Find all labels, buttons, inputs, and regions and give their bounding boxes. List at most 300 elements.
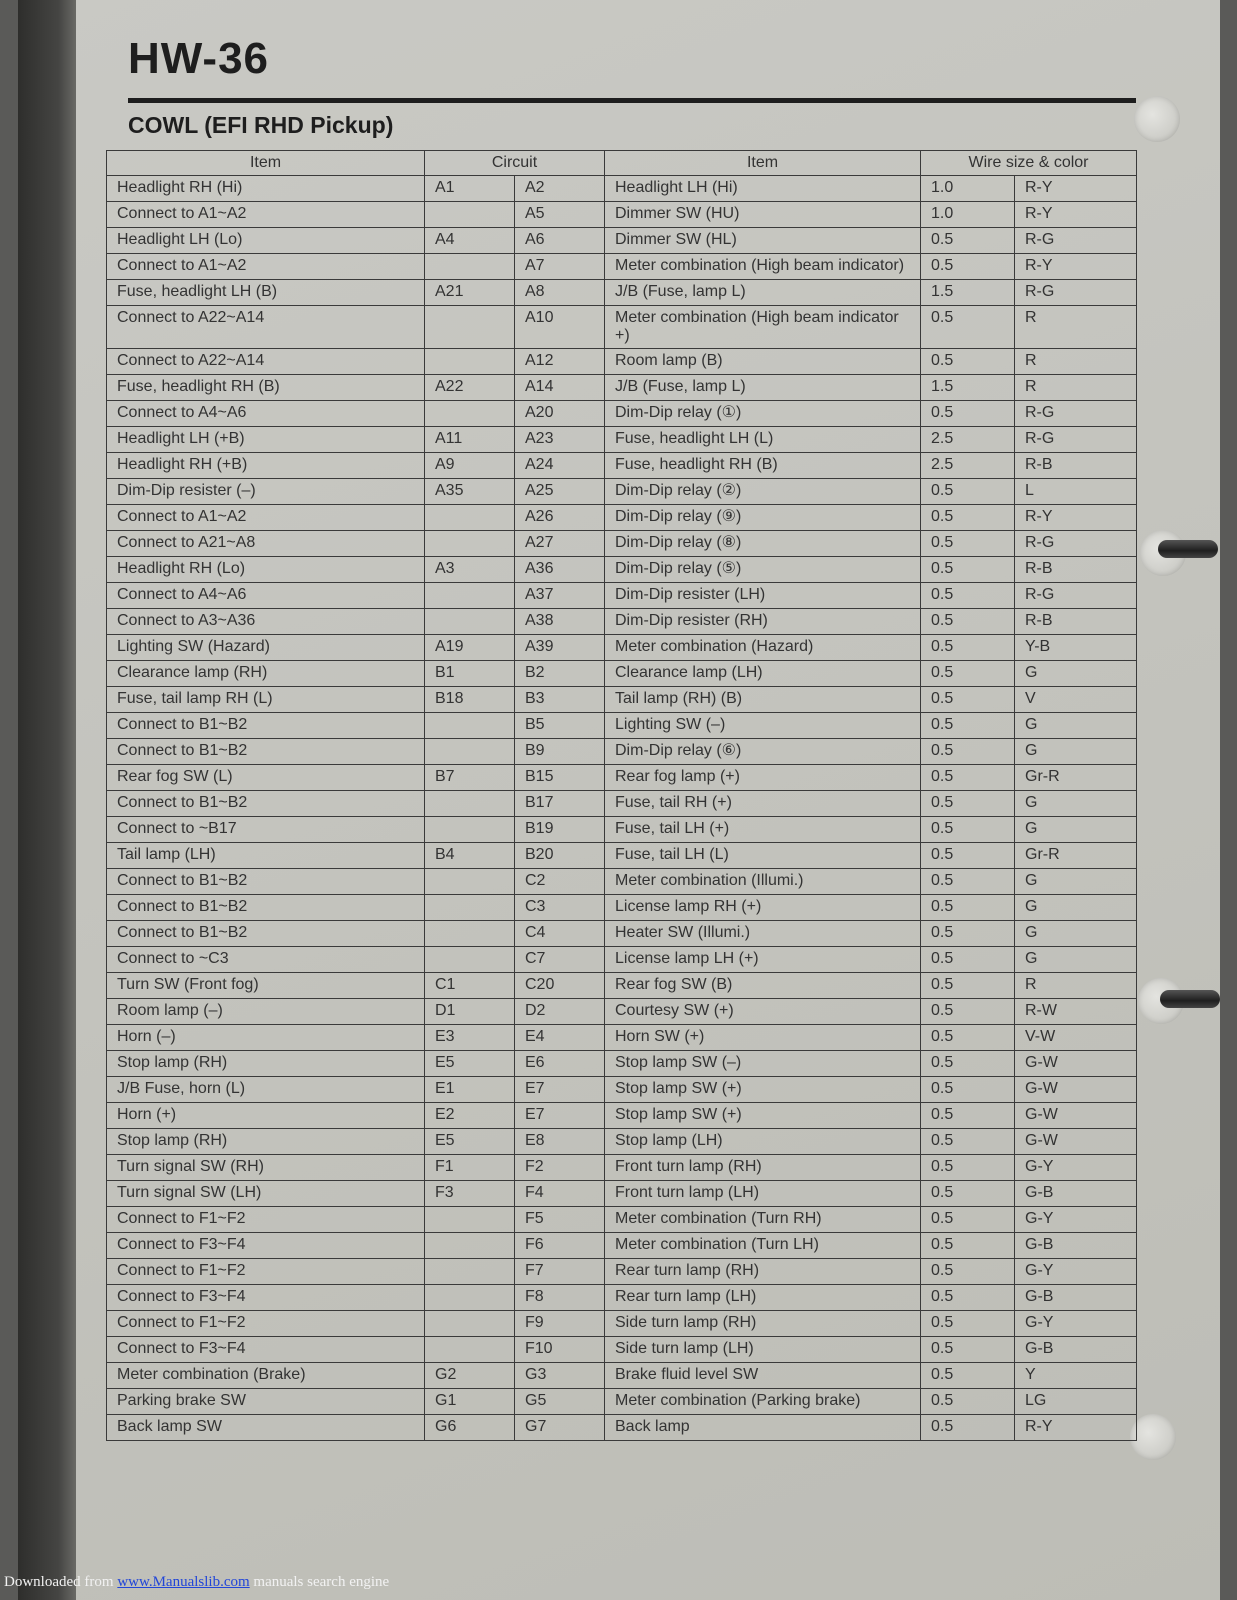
cell-item: Headlight RH (+B) bbox=[107, 453, 425, 479]
table-header-row bbox=[107, 151, 1137, 176]
cell-wire-color: R bbox=[1015, 973, 1137, 999]
cell-wire-size: 1.5 bbox=[921, 280, 1015, 306]
cell-circuit-from bbox=[425, 947, 515, 973]
cell-wire-color: R-Y bbox=[1015, 505, 1137, 531]
cell-wire-color: L bbox=[1015, 479, 1137, 505]
cell-wire-size: 0.5 bbox=[921, 254, 1015, 280]
cell-wire-size: 0.5 bbox=[921, 1181, 1015, 1207]
cell-item: Connect to F1~F2 bbox=[107, 1259, 425, 1285]
cell-dest-item: Stop lamp SW (+) bbox=[605, 1103, 921, 1129]
cell-wire-color: R bbox=[1015, 375, 1137, 401]
cell-item: Fuse, tail lamp RH (L) bbox=[107, 687, 425, 713]
cell-wire-size: 0.5 bbox=[921, 817, 1015, 843]
cell-circuit-from bbox=[425, 401, 515, 427]
cell-wire-size: 0.5 bbox=[921, 765, 1015, 791]
cell-circuit-to: C3 bbox=[515, 895, 605, 921]
cell-wire-color: R-Y bbox=[1015, 176, 1137, 202]
cell-circuit-to: E6 bbox=[515, 1051, 605, 1077]
cell-circuit-from bbox=[425, 1207, 515, 1233]
cell-dest-item: Front turn lamp (RH) bbox=[605, 1155, 921, 1181]
cell-item: Clearance lamp (RH) bbox=[107, 661, 425, 687]
cell-circuit-to: F10 bbox=[515, 1337, 605, 1363]
table-row bbox=[107, 479, 1137, 505]
cell-dest-item: Tail lamp (RH) (B) bbox=[605, 687, 921, 713]
cell-dest-item: Rear turn lamp (LH) bbox=[605, 1285, 921, 1311]
cell-circuit-from bbox=[425, 921, 515, 947]
cell-circuit-from: C1 bbox=[425, 973, 515, 999]
cell-wire-size: 0.5 bbox=[921, 1389, 1015, 1415]
cell-dest-item: Meter combination (High beam indicator +) bbox=[605, 306, 921, 349]
cell-circuit-to: E7 bbox=[515, 1103, 605, 1129]
cell-item: Back lamp SW bbox=[107, 1415, 425, 1441]
cell-circuit-to: C20 bbox=[515, 973, 605, 999]
cell-circuit-to: A37 bbox=[515, 583, 605, 609]
cell-item: Connect to B1~B2 bbox=[107, 869, 425, 895]
table-row bbox=[107, 1337, 1137, 1363]
cell-circuit-from bbox=[425, 1233, 515, 1259]
cell-circuit-from: G2 bbox=[425, 1363, 515, 1389]
cell-wire-color: R-G bbox=[1015, 401, 1137, 427]
page-binding-edge bbox=[18, 0, 76, 1600]
cell-wire-color: R-G bbox=[1015, 280, 1137, 306]
table-row bbox=[107, 401, 1137, 427]
cell-wire-size: 0.5 bbox=[921, 713, 1015, 739]
cell-circuit-from: A9 bbox=[425, 453, 515, 479]
cell-wire-size: 0.5 bbox=[921, 1051, 1015, 1077]
cell-item: Connect to F3~F4 bbox=[107, 1233, 425, 1259]
cell-circuit-to: E7 bbox=[515, 1077, 605, 1103]
table-row bbox=[107, 973, 1137, 999]
cell-item: Fuse, headlight LH (B) bbox=[107, 280, 425, 306]
cell-dest-item: Lighting SW (–) bbox=[605, 713, 921, 739]
cell-wire-color: R bbox=[1015, 306, 1137, 349]
cell-circuit-from bbox=[425, 583, 515, 609]
cell-circuit-to: A26 bbox=[515, 505, 605, 531]
cell-wire-size: 0.5 bbox=[921, 1129, 1015, 1155]
cell-wire-size: 0.5 bbox=[921, 973, 1015, 999]
table-row bbox=[107, 609, 1137, 635]
cell-circuit-to: G7 bbox=[515, 1415, 605, 1441]
cell-wire-color: R-Y bbox=[1015, 202, 1137, 228]
cell-circuit-to: G5 bbox=[515, 1389, 605, 1415]
cell-item: Connect to ~C3 bbox=[107, 947, 425, 973]
cell-circuit-to: G3 bbox=[515, 1363, 605, 1389]
cell-circuit-to: C4 bbox=[515, 921, 605, 947]
cell-wire-color: G-Y bbox=[1015, 1311, 1137, 1337]
cell-wire-size: 2.5 bbox=[921, 427, 1015, 453]
cell-wire-color: G bbox=[1015, 739, 1137, 765]
cell-wire-size: 0.5 bbox=[921, 1415, 1015, 1441]
cell-wire-size: 0.5 bbox=[921, 895, 1015, 921]
cell-circuit-from: G6 bbox=[425, 1415, 515, 1441]
cell-circuit-from: A19 bbox=[425, 635, 515, 661]
cell-circuit-from bbox=[425, 1285, 515, 1311]
cell-item: Stop lamp (RH) bbox=[107, 1129, 425, 1155]
table-row bbox=[107, 1389, 1137, 1415]
cell-circuit-from bbox=[425, 791, 515, 817]
table-row bbox=[107, 1233, 1137, 1259]
cell-dest-item: Front turn lamp (LH) bbox=[605, 1181, 921, 1207]
cell-circuit-to: A39 bbox=[515, 635, 605, 661]
cell-wire-color: G bbox=[1015, 921, 1137, 947]
cell-dest-item: Fuse, tail LH (L) bbox=[605, 843, 921, 869]
cell-wire-color: V bbox=[1015, 687, 1137, 713]
cell-dest-item: Dim-Dip resister (RH) bbox=[605, 609, 921, 635]
cell-circuit-to: B15 bbox=[515, 765, 605, 791]
cell-wire-size: 0.5 bbox=[921, 1285, 1015, 1311]
table-row bbox=[107, 1363, 1137, 1389]
cell-wire-color: R-B bbox=[1015, 453, 1137, 479]
cell-wire-color: G-B bbox=[1015, 1285, 1137, 1311]
cell-dest-item: Dim-Dip relay (⑧) bbox=[605, 531, 921, 557]
cell-wire-color: G-Y bbox=[1015, 1259, 1137, 1285]
cell-wire-size: 1.0 bbox=[921, 176, 1015, 202]
cell-item: Connect to ~B17 bbox=[107, 817, 425, 843]
table-row bbox=[107, 202, 1137, 228]
cell-circuit-from: A21 bbox=[425, 280, 515, 306]
cell-circuit-to: A14 bbox=[515, 375, 605, 401]
cell-wire-color: R-G bbox=[1015, 583, 1137, 609]
cell-circuit-from: B7 bbox=[425, 765, 515, 791]
cell-item: Dim-Dip resister (–) bbox=[107, 479, 425, 505]
cell-wire-size: 1.5 bbox=[921, 375, 1015, 401]
cell-dest-item: Room lamp (B) bbox=[605, 349, 921, 375]
cell-wire-color: G-B bbox=[1015, 1181, 1137, 1207]
wiring-table bbox=[106, 150, 1137, 1441]
cell-item: Connect to A22~A14 bbox=[107, 349, 425, 375]
cell-wire-color: R-G bbox=[1015, 228, 1137, 254]
cell-circuit-to: F6 bbox=[515, 1233, 605, 1259]
cell-circuit-from: F3 bbox=[425, 1181, 515, 1207]
cell-dest-item: Dim-Dip relay (⑥) bbox=[605, 739, 921, 765]
cell-dest-item: Courtesy SW (+) bbox=[605, 999, 921, 1025]
cell-item: Lighting SW (Hazard) bbox=[107, 635, 425, 661]
cell-item: Horn (+) bbox=[107, 1103, 425, 1129]
cell-circuit-to: D2 bbox=[515, 999, 605, 1025]
cell-circuit-to: C7 bbox=[515, 947, 605, 973]
cell-dest-item: Rear fog lamp (+) bbox=[605, 765, 921, 791]
cell-dest-item: Clearance lamp (LH) bbox=[605, 661, 921, 687]
table-row bbox=[107, 661, 1137, 687]
cell-circuit-to: F9 bbox=[515, 1311, 605, 1337]
table-row bbox=[107, 427, 1137, 453]
cell-dest-item: Side turn lamp (LH) bbox=[605, 1337, 921, 1363]
cell-wire-color: G-W bbox=[1015, 1051, 1137, 1077]
cell-circuit-to: A12 bbox=[515, 349, 605, 375]
cell-dest-item: Back lamp bbox=[605, 1415, 921, 1441]
table-row bbox=[107, 817, 1137, 843]
cell-dest-item: Side turn lamp (RH) bbox=[605, 1311, 921, 1337]
table-row bbox=[107, 1311, 1137, 1337]
cell-circuit-to: A6 bbox=[515, 228, 605, 254]
cell-item: J/B Fuse, horn (L) bbox=[107, 1077, 425, 1103]
cell-wire-color: G-W bbox=[1015, 1103, 1137, 1129]
cell-item: Connect to A4~A6 bbox=[107, 401, 425, 427]
cell-item: Fuse, headlight RH (B) bbox=[107, 375, 425, 401]
cell-item: Meter combination (Brake) bbox=[107, 1363, 425, 1389]
cell-dest-item: Meter combination (High beam indicator) bbox=[605, 254, 921, 280]
cell-wire-color: R-W bbox=[1015, 999, 1137, 1025]
cell-circuit-to: F2 bbox=[515, 1155, 605, 1181]
table-row bbox=[107, 505, 1137, 531]
cell-item: Headlight RH (Lo) bbox=[107, 557, 425, 583]
cell-wire-size: 0.5 bbox=[921, 1103, 1015, 1129]
cell-dest-item: Horn SW (+) bbox=[605, 1025, 921, 1051]
cell-circuit-from bbox=[425, 739, 515, 765]
cell-item: Connect to F1~F2 bbox=[107, 1207, 425, 1233]
page-id: HW-36 bbox=[128, 34, 270, 83]
cell-wire-size: 0.5 bbox=[921, 609, 1015, 635]
table-row bbox=[107, 1259, 1137, 1285]
cell-circuit-to: B5 bbox=[515, 713, 605, 739]
cell-wire-size: 0.5 bbox=[921, 661, 1015, 687]
cell-circuit-from: A3 bbox=[425, 557, 515, 583]
table-row bbox=[107, 713, 1137, 739]
header-circuit: Circuit bbox=[425, 151, 605, 176]
cell-wire-size: 0.5 bbox=[921, 687, 1015, 713]
table-row bbox=[107, 254, 1137, 280]
cell-wire-size: 0.5 bbox=[921, 791, 1015, 817]
table-row bbox=[107, 687, 1137, 713]
cell-wire-size: 0.5 bbox=[921, 349, 1015, 375]
cell-item: Connect to A22~A14 bbox=[107, 306, 425, 349]
section-title: COWL (EFI RHD Pickup) bbox=[128, 112, 394, 138]
cell-dest-item: Fuse, headlight RH (B) bbox=[605, 453, 921, 479]
table-row bbox=[107, 1077, 1137, 1103]
table-row bbox=[107, 1051, 1137, 1077]
cell-wire-color: Gr-R bbox=[1015, 765, 1137, 791]
table-row bbox=[107, 375, 1137, 401]
cell-circuit-to: B2 bbox=[515, 661, 605, 687]
cell-circuit-to: F5 bbox=[515, 1207, 605, 1233]
cell-circuit-from: F1 bbox=[425, 1155, 515, 1181]
table-row bbox=[107, 739, 1137, 765]
cell-wire-size: 0.5 bbox=[921, 583, 1015, 609]
cell-wire-size: 0.5 bbox=[921, 1025, 1015, 1051]
cell-wire-size: 0.5 bbox=[921, 999, 1015, 1025]
cell-wire-color: G bbox=[1015, 817, 1137, 843]
cell-circuit-to: E4 bbox=[515, 1025, 605, 1051]
cell-item: Turn SW (Front fog) bbox=[107, 973, 425, 999]
cell-wire-color: G-B bbox=[1015, 1233, 1137, 1259]
cell-item: Connect to B1~B2 bbox=[107, 739, 425, 765]
cell-circuit-from bbox=[425, 202, 515, 228]
table-row bbox=[107, 280, 1137, 306]
cell-item: Connect to A4~A6 bbox=[107, 583, 425, 609]
table-row bbox=[107, 1207, 1137, 1233]
cell-wire-size: 0.5 bbox=[921, 739, 1015, 765]
cell-circuit-from: A11 bbox=[425, 427, 515, 453]
cell-dest-item: Heater SW (Illumi.) bbox=[605, 921, 921, 947]
cell-circuit-to: B3 bbox=[515, 687, 605, 713]
cell-circuit-from: E1 bbox=[425, 1077, 515, 1103]
cell-wire-color: G bbox=[1015, 869, 1137, 895]
cell-wire-color: Y bbox=[1015, 1363, 1137, 1389]
cell-wire-color: Y-B bbox=[1015, 635, 1137, 661]
cell-dest-item: Dimmer SW (HU) bbox=[605, 202, 921, 228]
cell-circuit-to: A38 bbox=[515, 609, 605, 635]
cell-dest-item: Dim-Dip relay (⑤) bbox=[605, 557, 921, 583]
cell-wire-size: 0.5 bbox=[921, 635, 1015, 661]
title-rule bbox=[128, 98, 1136, 103]
cell-dest-item: Fuse, headlight LH (L) bbox=[605, 427, 921, 453]
cell-circuit-to: A24 bbox=[515, 453, 605, 479]
cell-wire-color: G bbox=[1015, 661, 1137, 687]
cell-wire-color: R-G bbox=[1015, 427, 1137, 453]
cell-wire-size: 1.0 bbox=[921, 202, 1015, 228]
cell-wire-color: R-B bbox=[1015, 609, 1137, 635]
cell-circuit-to: A8 bbox=[515, 280, 605, 306]
cell-item: Turn signal SW (RH) bbox=[107, 1155, 425, 1181]
cell-circuit-to: A7 bbox=[515, 254, 605, 280]
cell-wire-color: R-G bbox=[1015, 531, 1137, 557]
binder-ring bbox=[1158, 540, 1218, 558]
table-row bbox=[107, 557, 1137, 583]
cell-dest-item: J/B (Fuse, lamp L) bbox=[605, 280, 921, 306]
cell-circuit-from: A35 bbox=[425, 479, 515, 505]
cell-item: Connect to A1~A2 bbox=[107, 202, 425, 228]
cell-circuit-from: E2 bbox=[425, 1103, 515, 1129]
cell-item: Horn (–) bbox=[107, 1025, 425, 1051]
cell-wire-color: G-Y bbox=[1015, 1207, 1137, 1233]
cell-item: Connect to A3~A36 bbox=[107, 609, 425, 635]
cell-circuit-to: E8 bbox=[515, 1129, 605, 1155]
cell-wire-color: G-W bbox=[1015, 1077, 1137, 1103]
table-row bbox=[107, 349, 1137, 375]
cell-item: Headlight LH (+B) bbox=[107, 427, 425, 453]
cell-wire-size: 0.5 bbox=[921, 869, 1015, 895]
cell-item: Rear fog SW (L) bbox=[107, 765, 425, 791]
cell-wire-size: 0.5 bbox=[921, 1363, 1015, 1389]
cell-wire-color: V-W bbox=[1015, 1025, 1137, 1051]
table-row bbox=[107, 1025, 1137, 1051]
table-row bbox=[107, 999, 1137, 1025]
cell-circuit-to: B20 bbox=[515, 843, 605, 869]
cell-circuit-from: E5 bbox=[425, 1051, 515, 1077]
cell-circuit-to: A20 bbox=[515, 401, 605, 427]
cell-circuit-to: A23 bbox=[515, 427, 605, 453]
cell-circuit-from bbox=[425, 505, 515, 531]
cell-item: Connect to F3~F4 bbox=[107, 1337, 425, 1363]
cell-circuit-from bbox=[425, 609, 515, 635]
cell-wire-size: 0.5 bbox=[921, 1233, 1015, 1259]
cell-item: Headlight RH (Hi) bbox=[107, 176, 425, 202]
cell-circuit-from: A22 bbox=[425, 375, 515, 401]
cell-dest-item: Dim-Dip resister (LH) bbox=[605, 583, 921, 609]
cell-dest-item: Meter combination (Turn LH) bbox=[605, 1233, 921, 1259]
cell-circuit-from bbox=[425, 895, 515, 921]
cell-wire-size: 0.5 bbox=[921, 1155, 1015, 1181]
cell-circuit-from bbox=[425, 817, 515, 843]
cell-dest-item: Headlight LH (Hi) bbox=[605, 176, 921, 202]
cell-circuit-from: E3 bbox=[425, 1025, 515, 1051]
cell-item: Parking brake SW bbox=[107, 1389, 425, 1415]
cell-wire-size: 0.5 bbox=[921, 306, 1015, 349]
table-row bbox=[107, 635, 1137, 661]
cell-wire-size: 0.5 bbox=[921, 1077, 1015, 1103]
footer-prefix: Downloaded from bbox=[4, 1574, 114, 1590]
cell-wire-size: 2.5 bbox=[921, 453, 1015, 479]
cell-circuit-from: B1 bbox=[425, 661, 515, 687]
cell-wire-size: 0.5 bbox=[921, 228, 1015, 254]
cell-dest-item: Dimmer SW (HL) bbox=[605, 228, 921, 254]
cell-circuit-from bbox=[425, 254, 515, 280]
cell-circuit-from bbox=[425, 1337, 515, 1363]
cell-wire-size: 0.5 bbox=[921, 1337, 1015, 1363]
table-row bbox=[107, 1129, 1137, 1155]
header-item: Item bbox=[107, 151, 425, 176]
cell-item: Connect to A21~A8 bbox=[107, 531, 425, 557]
cell-wire-color: R-B bbox=[1015, 557, 1137, 583]
cell-circuit-from: B4 bbox=[425, 843, 515, 869]
cell-circuit-from: B18 bbox=[425, 687, 515, 713]
binder-ring bbox=[1160, 990, 1220, 1008]
cell-dest-item: Meter combination (Parking brake) bbox=[605, 1389, 921, 1415]
cell-wire-size: 0.5 bbox=[921, 1311, 1015, 1337]
cell-circuit-from bbox=[425, 1311, 515, 1337]
cell-dest-item: Meter combination (Turn RH) bbox=[605, 1207, 921, 1233]
cell-circuit-to: A25 bbox=[515, 479, 605, 505]
cell-wire-size: 0.5 bbox=[921, 843, 1015, 869]
cell-circuit-to: C2 bbox=[515, 869, 605, 895]
cell-item: Headlight LH (Lo) bbox=[107, 228, 425, 254]
cell-dest-item: License lamp RH (+) bbox=[605, 895, 921, 921]
cell-wire-color: R-Y bbox=[1015, 1415, 1137, 1441]
cell-item: Connect to B1~B2 bbox=[107, 791, 425, 817]
cell-dest-item: Stop lamp SW (+) bbox=[605, 1077, 921, 1103]
cell-item: Connect to B1~B2 bbox=[107, 713, 425, 739]
cell-wire-size: 0.5 bbox=[921, 401, 1015, 427]
cell-dest-item: Brake fluid level SW bbox=[605, 1363, 921, 1389]
cell-circuit-from: A1 bbox=[425, 176, 515, 202]
cell-item: Connect to A1~A2 bbox=[107, 254, 425, 280]
table-row bbox=[107, 306, 1137, 349]
cell-dest-item: Rear turn lamp (RH) bbox=[605, 1259, 921, 1285]
cell-dest-item: Stop lamp (LH) bbox=[605, 1129, 921, 1155]
cell-circuit-from: E5 bbox=[425, 1129, 515, 1155]
cell-item: Tail lamp (LH) bbox=[107, 843, 425, 869]
table-row bbox=[107, 1181, 1137, 1207]
cell-item: Connect to A1~A2 bbox=[107, 505, 425, 531]
table-row bbox=[107, 228, 1137, 254]
table-row bbox=[107, 791, 1137, 817]
table-row bbox=[107, 1415, 1137, 1441]
cell-circuit-from bbox=[425, 306, 515, 349]
table-row bbox=[107, 1155, 1137, 1181]
cell-item: Connect to B1~B2 bbox=[107, 921, 425, 947]
table-row bbox=[107, 1285, 1137, 1311]
cell-wire-size: 0.5 bbox=[921, 531, 1015, 557]
cell-circuit-to: A27 bbox=[515, 531, 605, 557]
cell-circuit-from: G1 bbox=[425, 1389, 515, 1415]
cell-wire-color: G-B bbox=[1015, 1337, 1137, 1363]
cell-wire-size: 0.5 bbox=[921, 1207, 1015, 1233]
table-row bbox=[107, 869, 1137, 895]
manualslib-link[interactable]: www.Manualslib.com bbox=[117, 1574, 250, 1590]
cell-wire-color: Gr-R bbox=[1015, 843, 1137, 869]
cell-wire-color: G bbox=[1015, 791, 1137, 817]
cell-wire-color: G bbox=[1015, 947, 1137, 973]
cell-dest-item: J/B (Fuse, lamp L) bbox=[605, 375, 921, 401]
cell-wire-size: 0.5 bbox=[921, 921, 1015, 947]
cell-dest-item: Meter combination (Hazard) bbox=[605, 635, 921, 661]
cell-wire-color: G-W bbox=[1015, 1129, 1137, 1155]
cell-circuit-from bbox=[425, 713, 515, 739]
cell-dest-item: Rear fog SW (B) bbox=[605, 973, 921, 999]
cell-circuit-to: A10 bbox=[515, 306, 605, 349]
cell-dest-item: License lamp LH (+) bbox=[605, 947, 921, 973]
cell-item: Stop lamp (RH) bbox=[107, 1051, 425, 1077]
